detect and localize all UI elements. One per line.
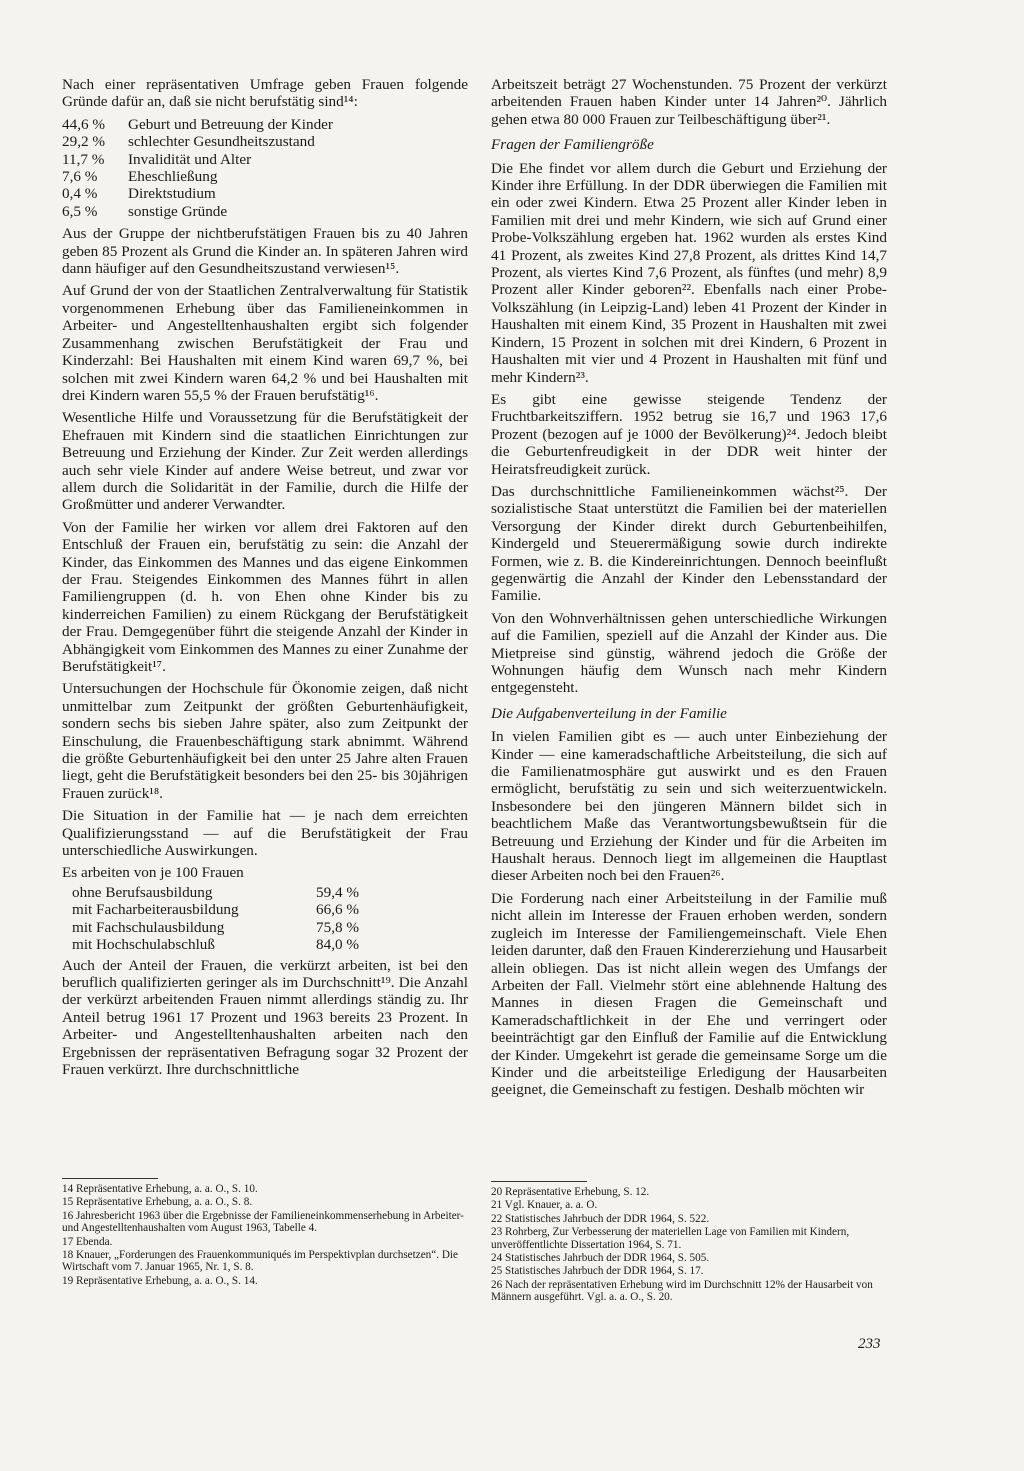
stats-intro: Es arbeiten von je 100 Frauen [62,864,244,882]
reason-percent: 7,6 % [62,168,98,186]
reasons-list [62,116,468,220]
stat-value: 75,8 % [316,918,360,936]
paragraph: Nach einer repräsentativen Umfrage geben Frauen folgende Gründe dafür an, daß sie nicht berufstätig sind¹⁴: [62,76,468,111]
footnote: 24 Statistisches Jahrbuch der DDR 1964, S. 505. [491,1252,710,1265]
footnote: 21 Vgl. Knauer, a. a. O. [491,1199,598,1212]
reason-percent: 11,7 % [62,150,105,168]
list-item [62,133,468,150]
stat-value: 59,4 % [316,883,360,901]
list-item [62,116,468,133]
reason-label: Direktstudium [128,185,216,203]
footnote: 16 Jahresbericht 1963 über die Ergebnisse der Familieneinkommenserhebung in Arbeiter- und Angestelltenhaushalten vom August 1963, Tabelle 4. [62,1209,464,1235]
left-column [62,76,468,1083]
reason-label: schlechter Gesundheitszustand [128,133,315,151]
footnote: 15 Repräsentative Erhebung, a. a. O., S. 8. [62,1196,253,1209]
table-row [72,884,468,901]
footnote: 26 Nach der repräsentativen Erhebung wird im Durchschnitt 12% der Hausarbeit von Männern ausgeführt. Vgl. a. a. O., S. 20. [491,1278,873,1304]
footnote: 14 Repräsentative Erhebung, a. a. O., S. 10. [62,1183,258,1195]
reason-percent: 44,6 % [62,115,106,133]
reason-percent: 6,5 % [62,202,98,220]
stat-label: mit Hochschulabschluß [72,936,215,954]
paragraph: Untersuchungen der Hochschule für Ökonomie zeigen, daß nicht unmittelbar zum Zeitpunkt der größten Geburtenhäufigkeit, sondern sechs bis sieben Jahre später, also zum Zeitpunkt der Einschulung, die Frauenbeschäftigung stark abnimmt. Während die größte Geburtenhäufigkeit bei den unter 25 Jahre alten Frauen liegt, geht die Berufstätigkeit besonders bei den 25- bis 30jährigen Frauen zurück¹⁸. [62,680,468,802]
page-number: 233 [858,1336,881,1352]
paragraph: Auf Grund der von der Staatlichen Zentralverwaltung für Statistik vorgenommenen Erhebung über das Familieneinkommen in Arbeiter- und Angestelltenhaushalten ergibt sich folgender Zusammenhang zwischen Berufstätigkeit der Frau und Kinderzahl: Bei Haushalten mit einem Kind waren 69,7 %, bei solchen mit zwei Kindern waren 64,2 % und bei Haushalten mit drei Kindern waren 55,5 % der Frauen berufstätig¹⁶. [62,282,468,404]
footnote: 25 Statistisches Jahrbuch der DDR 1964, S. 17. [491,1265,704,1278]
paragraph: Die Situation in der Familie hat — je nach dem erreichten Qualifizierungsstand — auf die Berufstätigkeit der Frau unterschiedliche Auswirkungen. [62,807,468,860]
footnote: 22 Statistisches Jahrbuch der DDR 1964, S. 522. [491,1212,710,1225]
paragraph: Wesentliche Hilfe und Voraussetzung für die Berufstätigkeit der Ehefrauen mit Kindern sind die staatlichen Einrichtungen zur Betreuung und Erziehung der Kinder. Zur Zeit werden allerdings auch sehr viele Kinder auf andere Weise betreut, und zwar vor allem durch die Solidarität in der Familie, durch die Hilfe der Großmütter und anderer Verwandter. [62,409,468,514]
footnote-divider [491,1181,587,1182]
footnote: 18 Knauer, „Forderungen des Frauenkommuniqués im Perspektivplan durchsetzen“. Die Wirtschaft vom 7. Januar 1965, Nr. 1, S. 8. [62,1249,458,1274]
table-row [72,936,468,953]
stat-value: 66,6 % [316,901,360,919]
stat-value: 84,0 % [316,936,360,954]
table-row [72,901,468,918]
reason-percent: 29,2 % [62,133,106,151]
reason-label: Eheschließung [128,168,218,186]
right-column [491,76,887,1104]
reason-label: Geburt und Betreuung der Kinder [128,115,333,133]
footnote: 19 Repräsentative Erhebung, a. a. O., S. 14. [62,1274,258,1287]
footnote: 23 Rohrberg, Zur Verbesserung der materiellen Lage von Familien mit Kindern, unveröffentlichte Dissertation 1964, S. 71. [491,1226,850,1251]
footnotes-left [62,1183,472,1288]
reason-label: sonstige Gründe [128,202,228,220]
paragraph: Von der Familie her wirken vor allem drei Faktoren auf den Entschluß der Frauen ein, berufstätig zu sein: die Anzahl der Kinder, das Einkommen des Mannes und das eigene Einkommen der Frau. Steigendes Einkommen des Mannes führt in allen Familiengruppen (d. h. von Ehen ohne Kinder bis zu kinderreichen Familien) zu einem Rückgang der Berufstätigkeit der Frau. Demgegenüber führt die steigende Anzahl der Kinder in Abhängigkeit vom Einkommen des Mannes zu einer Zunahme der Berufstätigkeit¹⁷. [62,518,468,675]
footnote: 17 Ebenda. [62,1235,113,1248]
paragraph: Die Ehe findet vor allem durch die Geburt und Erziehung der Kinder ihre Erfüllung. In der DDR überwiegen die Familien mit ein oder zwei Kindern. Etwa 25 Prozent aller Kinder leben in Familien mit drei und mehr Kindern, wie sich auf Grund einer Probe-Volkszählung ergeben hat. 1962 wurden als erstes Kind 41 Prozent, als zweites Kind 27,8 Prozent, als drittes Kind 14,7 Prozent, als viertes Kind 7,6 Prozent, als fünftes (und mehr) 8,9 Prozent aller Kinder geboren²². Ebenfalls nach einer Probe-Volkszählung (in Leipzig-Land) leben 41 Prozent der Kinder in Haushalten mit einem Kind, 35 Prozent in Haushalten mit zwei Kindern, 15 Prozent in solchen mit drei Kindern, 6 Prozent in Haushalten mit vier und 4 Prozent in Haushalten mit fünf und mehr Kindern²³. [491,159,887,386]
stat-label: mit Facharbeiterausbildung [72,901,239,919]
reason-percent: 0,4 % [62,185,98,203]
table-row [72,919,468,936]
section-heading: Die Aufgabenverteilung in der Familie [491,704,727,722]
section-heading: Fragen der Familiengröße [491,136,654,154]
list-item [62,151,468,168]
stat-label: mit Fachschulausbildung [72,918,225,936]
reason-label: Invalidität und Alter [128,150,252,168]
paragraph: In vielen Familien gibt es — auch unter Einbeziehung der Kinder — eine kameradschaftliche Arbeitsteilung, die sich auf die Familienatmosphäre gut auswirkt und es den Frauen ermöglicht, berufstätig zu sein und sich weiterzuentwickeln. Insbesondere bei den jüngeren Männern bildet sich in beachtlichem Maße das Verantwortungsbewußtsein für die Betreuung und Erziehung der Kinder und für die Arbeiten im Haushalt heraus. Dennoch liegt im allgemeinen die Hauptlast dieser Arbeiten noch bei den Frauen²⁶. [491,728,887,885]
stat-label: ohne Berufsausbildung [72,883,213,901]
paragraph: Aus der Gruppe der nichtberufstätigen Frauen bis zu 40 Jahren geben 85 Prozent als Grund die Kinder an. In späteren Jahren wird dann häufiger auf den Gesundheitszustand verwiesen¹⁵. [62,225,468,278]
paragraph: Auch der Anteil der Frauen, die verkürzt arbeiten, ist bei den beruflich qualifizierten geringer als im Durchschnitt¹⁹. Die Anzahl der verkürzt arbeitenden Frauen nimmt allerdings ständig zu. Ihr Anteil betrug 1961 17 Prozent und 1963 bereits 23 Prozent. In Arbeiter- und Angestelltenhaushalten arbeiten nach den Ergebnissen der repräsentativen Befragung sogar 32 Prozent der Frauen verkürzt. Ihre durchschnittliche [62,956,468,1078]
paragraph: Es gibt eine gewisse steigende Tendenz der Fruchtbarkeitsziffern. 1952 betrug sie 16,7 und 1963 17,6 Prozent (bezogen auf je 1000 der Bevölkerung)²⁴. Jedoch bleibt die Geburtenfreudigkeit in der DDR weit hinter der Heiratsfreudigkeit zurück. [491,390,887,478]
list-item [62,168,468,185]
footnote: 20 Repräsentative Erhebung, S. 12. [491,1186,650,1198]
footnotes-right [491,1186,887,1305]
footnote-divider [62,1178,158,1179]
paragraph: Das durchschnittliche Familieneinkommen wächst²⁵. Der sozialistische Staat unterstützt die Familien bei der materiellen Versorgung der Kinder direkt durch Geburtenbeihilfen, Kindergeld und Steuerermäßigung sowie durch indirekte Formen, wie z. B. die Kindereinrichtungen. Dennoch beeinflußt gegenwärtig die Anzahl der Kinder den Lebensstandard der Familie. [491,482,887,605]
paragraph: Die Forderung nach einer Arbeitsteilung in der Familie muß nicht allein im Interesse der Frauen erhoben werden, sondern zugleich im Interesse der Familiengemeinschaft. Viele Ehen leiden darunter, daß den Frauen Kindererziehung und Hausarbeit allein obliegen. Das ist nicht allein wegen des Umfangs der Arbeiten der Fall. Vielmehr stört eine ablehnende Haltung des Mannes in diesen Fragen die Gemeinschaft und Kameradschaftlichkeit in der Ehe und verringert oder beeinträchtigt gar den Einfluß der Familie auf die Entwicklung der Kinder. Umgekehrt ist gerade die gemeinsame Sorge um die Kinder und die arbeitsteilige Erledigung der Hausarbeiten geeignet, die Gemeinschaft zu festigen. Deshalb möchten wir [491,889,887,1099]
list-item [62,185,468,202]
paragraph: Von den Wohnverhältnissen gehen unterschiedliche Wirkungen auf die Familien, speziell auf die Anzahl der Kinder aus. Die Mietpreise sind günstig, während jedoch die Größe der Wohnungen häufig dem Wunsch nach mehr Kindern entgegensteht. [491,609,887,697]
paragraph: Arbeitszeit beträgt 27 Wochenstunden. 75 Prozent der verkürzt arbeitenden Frauen haben Kinder unter 14 Jahren²⁰. Jährlich gehen etwa 80 000 Frauen zur Teilbeschäftigung über²¹. [491,76,887,128]
list-item [62,203,468,220]
qualification-stats [72,884,468,954]
